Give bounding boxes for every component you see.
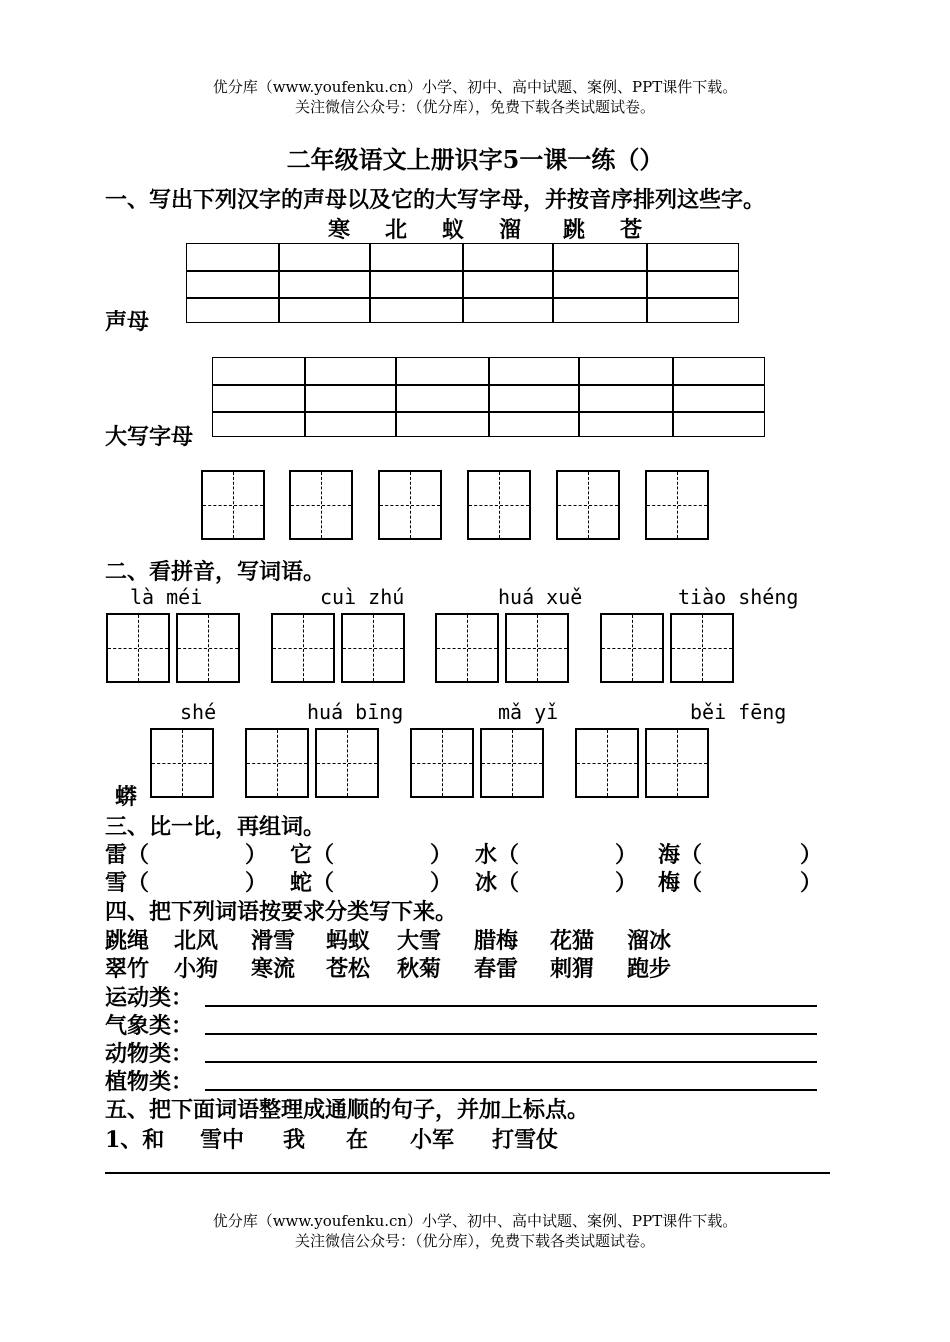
order-box-5[interactable] bbox=[556, 470, 620, 540]
compare-close: ） bbox=[800, 842, 823, 868]
margin-note: 蟒 bbox=[115, 784, 138, 810]
word-chip: 刺猬 bbox=[550, 956, 595, 982]
category-weather-answer-line[interactable] bbox=[205, 1033, 817, 1035]
header-line-1: 优分库（www.youfenku.cn）小学、初中、高中试题、案例、PPT课件下载。 bbox=[212, 78, 738, 96]
order-box-1[interactable] bbox=[201, 470, 265, 540]
char-2: 北 bbox=[385, 217, 408, 243]
compare-item: 雷（ bbox=[105, 842, 150, 868]
pinyin-4: tiào shéng bbox=[678, 585, 799, 609]
word-box[interactable] bbox=[575, 728, 639, 798]
category-animals-answer-line[interactable] bbox=[205, 1061, 817, 1063]
word-box[interactable] bbox=[315, 728, 379, 798]
section1-heading: 一、写出下列汉字的声母以及它的大写字母，并按音序排列这些字。 bbox=[105, 187, 766, 213]
pinyin-2: cuì zhú bbox=[320, 585, 405, 609]
word-chip: 跑步 bbox=[627, 956, 672, 982]
word-box[interactable] bbox=[341, 613, 405, 683]
char-3: 蚁 bbox=[442, 217, 465, 243]
capital-writing-grid[interactable] bbox=[212, 357, 765, 437]
word-chip: 春雷 bbox=[474, 956, 519, 982]
char-1: 寒 bbox=[328, 217, 351, 243]
word-box[interactable] bbox=[435, 613, 499, 683]
word-box[interactable] bbox=[106, 613, 170, 683]
compare-close: ） bbox=[245, 870, 268, 896]
word-box[interactable] bbox=[150, 728, 214, 798]
sentence-word: 雪中 bbox=[200, 1127, 245, 1153]
word-chip: 寒流 bbox=[251, 956, 296, 982]
category-sports-answer-line[interactable] bbox=[205, 1005, 817, 1007]
section5-heading: 五、把下面词语整理成通顺的句子，并加上标点。 bbox=[105, 1097, 590, 1123]
compare-item: 梅（ bbox=[658, 870, 703, 896]
order-box-3[interactable] bbox=[378, 470, 442, 540]
compare-item: 蛇（ bbox=[290, 870, 335, 896]
pinyin-7: mǎ yǐ bbox=[498, 700, 559, 724]
word-chip: 花猫 bbox=[550, 928, 595, 954]
word-chip: 溜冰 bbox=[627, 928, 672, 954]
sentence-word: 我 bbox=[283, 1127, 306, 1153]
word-chip: 跳绳 bbox=[105, 928, 150, 954]
word-chip: 滑雪 bbox=[251, 928, 296, 954]
footer-line-1: 优分库（www.youfenku.cn）小学、初中、高中试题、案例、PPT课件下载。 bbox=[212, 1212, 738, 1230]
pinyin-3: huá xuě bbox=[498, 585, 583, 609]
word-box[interactable] bbox=[645, 728, 709, 798]
label-initial: 声母 bbox=[105, 309, 150, 335]
order-box-4[interactable] bbox=[467, 470, 531, 540]
sentence-word: 小军 bbox=[410, 1127, 455, 1153]
word-chip: 小狗 bbox=[174, 956, 219, 982]
section3-heading: 三、比一比，再组词。 bbox=[105, 814, 326, 840]
category-sports: 运动类： bbox=[105, 985, 194, 1011]
word-box[interactable] bbox=[271, 613, 335, 683]
compare-item: 海（ bbox=[658, 842, 703, 868]
compare-item: 冰（ bbox=[475, 870, 520, 896]
category-plants-answer-line[interactable] bbox=[205, 1089, 817, 1091]
compare-close: ） bbox=[430, 842, 453, 868]
pinyin-1: là méi bbox=[130, 585, 203, 609]
sentence-word: 打雪仗 bbox=[492, 1127, 559, 1153]
compare-close: ） bbox=[615, 870, 638, 896]
char-5: 跳 bbox=[563, 217, 586, 243]
word-box[interactable] bbox=[505, 613, 569, 683]
word-chip: 蚂蚁 bbox=[326, 928, 371, 954]
char-4: 溜 bbox=[499, 217, 522, 243]
compare-close: ） bbox=[430, 870, 453, 896]
order-box-2[interactable] bbox=[289, 470, 353, 540]
pinyin-5: shé bbox=[180, 700, 217, 724]
page-title: 二年级语文上册识字5一课一练（） bbox=[286, 145, 664, 174]
compare-close: ） bbox=[800, 870, 823, 896]
word-chip: 苍松 bbox=[326, 956, 371, 982]
sentence-answer-line[interactable] bbox=[105, 1172, 830, 1174]
footer-line-2: 关注微信公众号：（优分库），免费下载各类试题试卷。 bbox=[294, 1232, 655, 1250]
compare-item: 水（ bbox=[475, 842, 520, 868]
label-capital: 大写字母 bbox=[105, 424, 194, 450]
word-box[interactable] bbox=[410, 728, 474, 798]
header-line-2: 关注微信公众号：（优分库），免费下载各类试题试卷。 bbox=[294, 98, 655, 116]
word-box[interactable] bbox=[480, 728, 544, 798]
word-chip: 腊梅 bbox=[474, 928, 519, 954]
compare-item: 它（ bbox=[290, 842, 335, 868]
initial-writing-grid[interactable] bbox=[186, 243, 739, 323]
word-box[interactable] bbox=[176, 613, 240, 683]
word-chip: 大雪 bbox=[397, 928, 442, 954]
word-box[interactable] bbox=[600, 613, 664, 683]
category-weather: 气象类： bbox=[105, 1013, 194, 1039]
pinyin-6: huá bīng bbox=[307, 700, 404, 724]
compare-close: ） bbox=[615, 842, 638, 868]
section2-heading: 二、看拼音，写词语。 bbox=[105, 559, 326, 585]
category-animals: 动物类： bbox=[105, 1041, 194, 1067]
category-plants: 植物类： bbox=[105, 1069, 194, 1095]
word-box[interactable] bbox=[245, 728, 309, 798]
word-chip: 北风 bbox=[174, 928, 219, 954]
sentence-word: 在 bbox=[346, 1127, 369, 1153]
sentence-word: 1、和 bbox=[105, 1127, 165, 1153]
compare-item: 雪（ bbox=[105, 870, 150, 896]
section4-heading: 四、把下列词语按要求分类写下来。 bbox=[105, 899, 458, 925]
order-box-6[interactable] bbox=[645, 470, 709, 540]
char-6: 苍 bbox=[620, 217, 643, 243]
compare-close: ） bbox=[245, 842, 268, 868]
pinyin-8: běi fēng bbox=[690, 700, 787, 724]
word-box[interactable] bbox=[670, 613, 734, 683]
word-chip: 秋菊 bbox=[397, 956, 442, 982]
word-chip: 翠竹 bbox=[105, 956, 150, 982]
